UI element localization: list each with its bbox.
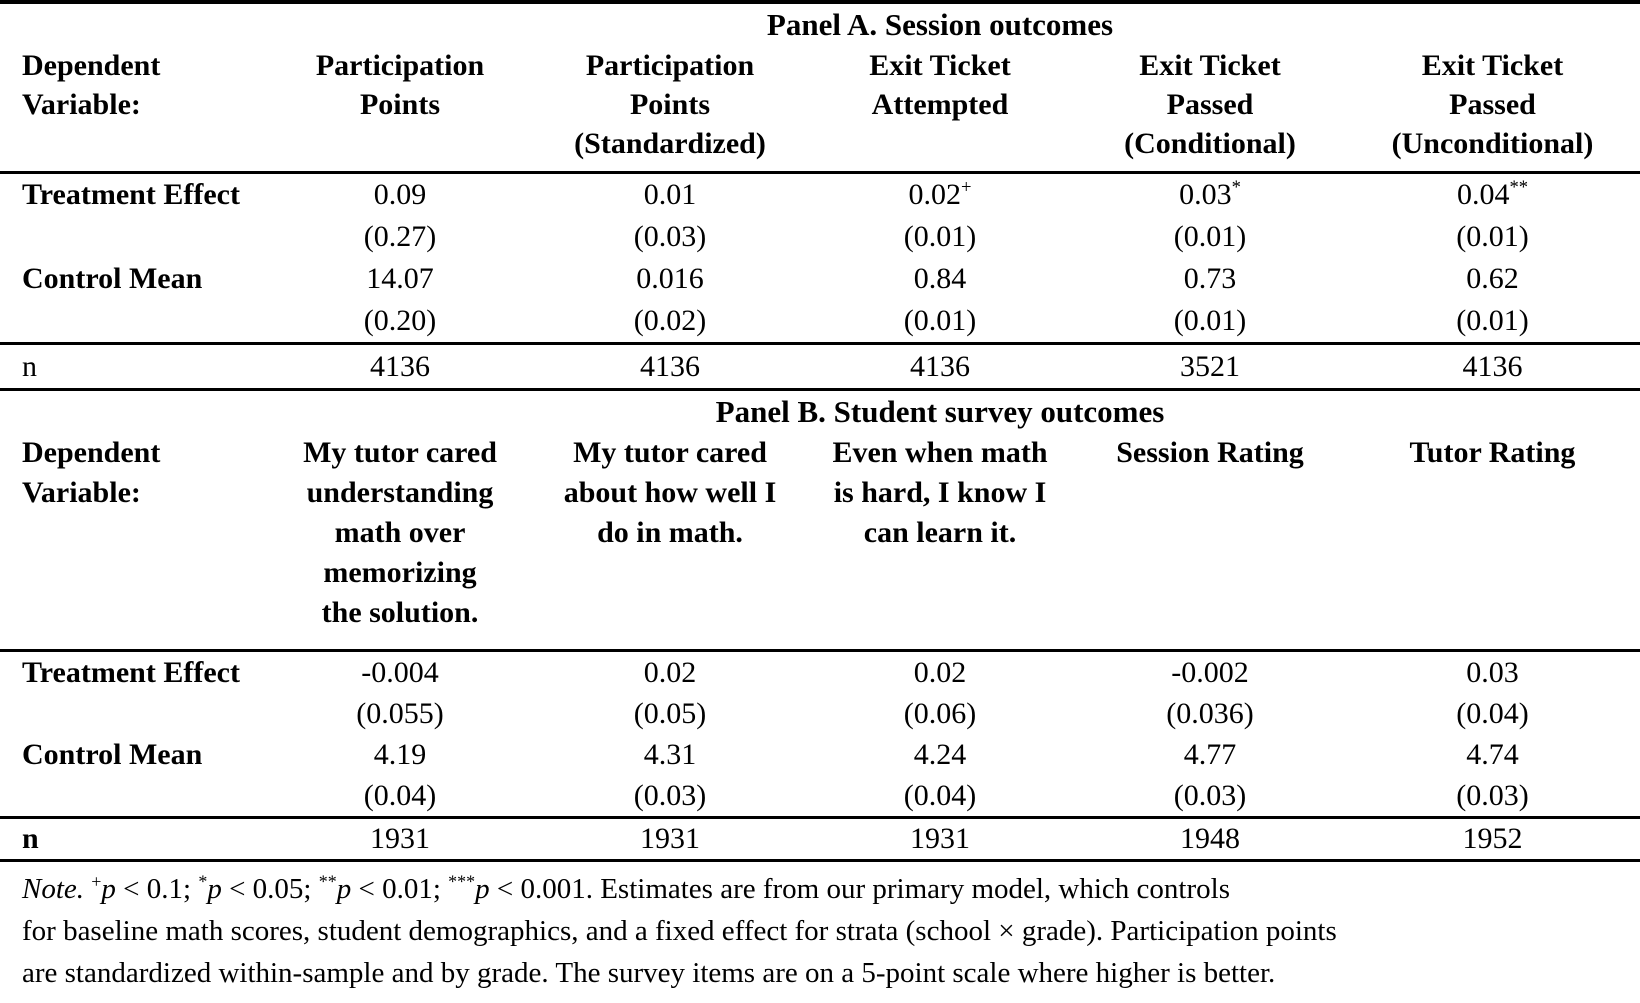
column-header: My tutor cared about how well I do in math.: [563, 436, 777, 549]
n-value-cell: 1948: [1180, 822, 1240, 855]
value-cell: 0.02: [643, 655, 697, 689]
value-cell: 0.016: [636, 262, 704, 295]
se-cell: (0.02): [633, 304, 707, 337]
value-cell: 14.07: [366, 262, 434, 295]
value-cell: 4.24: [913, 737, 967, 771]
se-cell: (0.05): [633, 696, 707, 730]
se-cell: (0.01): [1456, 220, 1529, 253]
n-value-cell: 4136: [370, 349, 430, 383]
note-line: are standardized within-sample and by grade. The survey items are on a 5-point scale where higher is better.: [22, 957, 1276, 989]
treatment-effect-row: [0, 174, 1640, 216]
significance-marker: **: [318, 871, 337, 892]
control-mean-row: [0, 734, 1640, 775]
value-cell: -0.002: [1171, 655, 1249, 689]
value-cell: 4.77: [1183, 737, 1237, 771]
sig-level: +p < 0.1;: [91, 871, 199, 905]
significance-marker: *: [198, 871, 208, 892]
control-mean-se-row: [0, 775, 1640, 816]
se-cell: (0.03): [1173, 778, 1247, 812]
value-cell: 0.01: [643, 178, 697, 211]
column-header: Exit Ticket Attempted: [869, 49, 1011, 121]
column-header: Session Rating: [1116, 436, 1304, 469]
significance-marker: +: [961, 177, 972, 198]
treatment-effect-se-row: [0, 216, 1640, 258]
se-cell: (0.06): [903, 696, 977, 730]
sig-level: ***p < 0.001.: [448, 871, 601, 905]
n-value-cell: 1931: [370, 822, 430, 855]
row-label: n: [22, 822, 39, 855]
significance-marker: **: [1509, 177, 1529, 198]
value-cell: 0.02: [913, 655, 967, 689]
n-value-cell: 4136: [910, 349, 970, 383]
se-cell: (0.01): [903, 304, 977, 337]
stub-header: [0, 46, 265, 163]
value-cell: 0.02+: [908, 177, 972, 211]
control-mean-row: [0, 258, 1640, 300]
stub-header-line: Dependent: [22, 436, 161, 469]
control-mean-se-row: [0, 300, 1640, 342]
stub-header-line: Dependent: [22, 49, 161, 82]
stub-header-line: Variable:: [22, 88, 141, 121]
value-cell: 4.19: [373, 737, 427, 771]
value-cell: -0.004: [361, 655, 439, 689]
n-row: [0, 819, 1640, 859]
row-label: n: [22, 349, 37, 383]
column-header: Exit Ticket Passed (Unconditional): [1391, 49, 1594, 160]
stub-header: [0, 433, 265, 633]
sig-level: **p < 0.01;: [318, 871, 449, 905]
value-cell: 0.62: [1466, 262, 1519, 295]
n-value-cell: 1952: [1462, 822, 1523, 855]
significance-marker: ***: [448, 871, 476, 892]
se-cell: (0.03): [633, 778, 707, 812]
value-cell: 0.09: [373, 178, 427, 211]
note-text: Estimates are from our primary model, which controls: [600, 873, 1230, 905]
se-cell: (0.01): [903, 220, 977, 253]
note-line: [22, 868, 1640, 910]
se-cell: (0.055): [356, 696, 444, 730]
stub-header-line: Variable:: [22, 476, 141, 509]
se-cell: (0.04): [1456, 696, 1529, 730]
row-label: Control Mean: [22, 262, 203, 295]
sig-level: *p < 0.05;: [198, 871, 319, 905]
se-cell: (0.04): [363, 778, 437, 812]
column-header: Participation Points (Standardized): [574, 49, 766, 160]
note-label: Note.: [22, 873, 85, 905]
se-cell: (0.27): [363, 220, 437, 253]
column-header: Even when math is hard, I know I can learn it.: [832, 436, 1048, 549]
panel-b-title: Panel B. Student survey outcomes: [715, 394, 1165, 429]
row-label: Control Mean: [22, 737, 203, 771]
column-header: Exit Ticket Passed (Conditional): [1124, 49, 1296, 160]
table-note: [0, 862, 1640, 994]
significance-marker: +: [91, 871, 102, 892]
column-header: Tutor Rating: [1409, 436, 1576, 469]
row-label: Treatment Effect: [22, 178, 240, 211]
n-value-cell: 4136: [640, 349, 700, 383]
se-cell: (0.03): [1456, 778, 1529, 812]
n-value-cell: 4136: [1462, 349, 1523, 383]
se-cell: (0.036): [1166, 696, 1254, 730]
panel-b-header-row: [0, 433, 1640, 649]
value-cell: 0.03*: [1179, 177, 1241, 211]
treatment-effect-row: [0, 652, 1640, 693]
note-line: for baseline math scores, student demographics, and a fixed effect for strata (school × grade). Participation points: [22, 915, 1337, 947]
significance-marker: *: [1231, 177, 1241, 198]
value-cell: 0.03: [1466, 655, 1519, 689]
n-value-cell: 1931: [640, 822, 700, 855]
value-cell: 0.04**: [1456, 177, 1529, 211]
column-header: My tutor cared understanding math over memorizing the solution.: [303, 436, 497, 629]
panel-a-header-row: [0, 46, 1640, 171]
row-label: Treatment Effect: [22, 655, 240, 689]
panel-a-title: Panel A. Session outcomes: [766, 7, 1114, 42]
n-value-cell: 1931: [910, 822, 970, 855]
n-value-cell: 3521: [1180, 349, 1240, 383]
n-row: [0, 345, 1640, 388]
value-cell: 4.74: [1466, 737, 1519, 771]
se-cell: (0.01): [1173, 220, 1247, 253]
column-header: Participation Points: [315, 49, 485, 121]
se-cell: (0.01): [1173, 304, 1247, 337]
value-cell: 0.84: [913, 262, 967, 295]
value-cell: 0.73: [1183, 262, 1237, 295]
value-cell: 4.31: [643, 737, 697, 771]
se-cell: (0.03): [633, 220, 707, 253]
se-cell: (0.01): [1456, 304, 1529, 337]
se-cell: (0.20): [363, 304, 437, 337]
treatment-effect-se-row: [0, 693, 1640, 734]
se-cell: (0.04): [903, 778, 977, 812]
